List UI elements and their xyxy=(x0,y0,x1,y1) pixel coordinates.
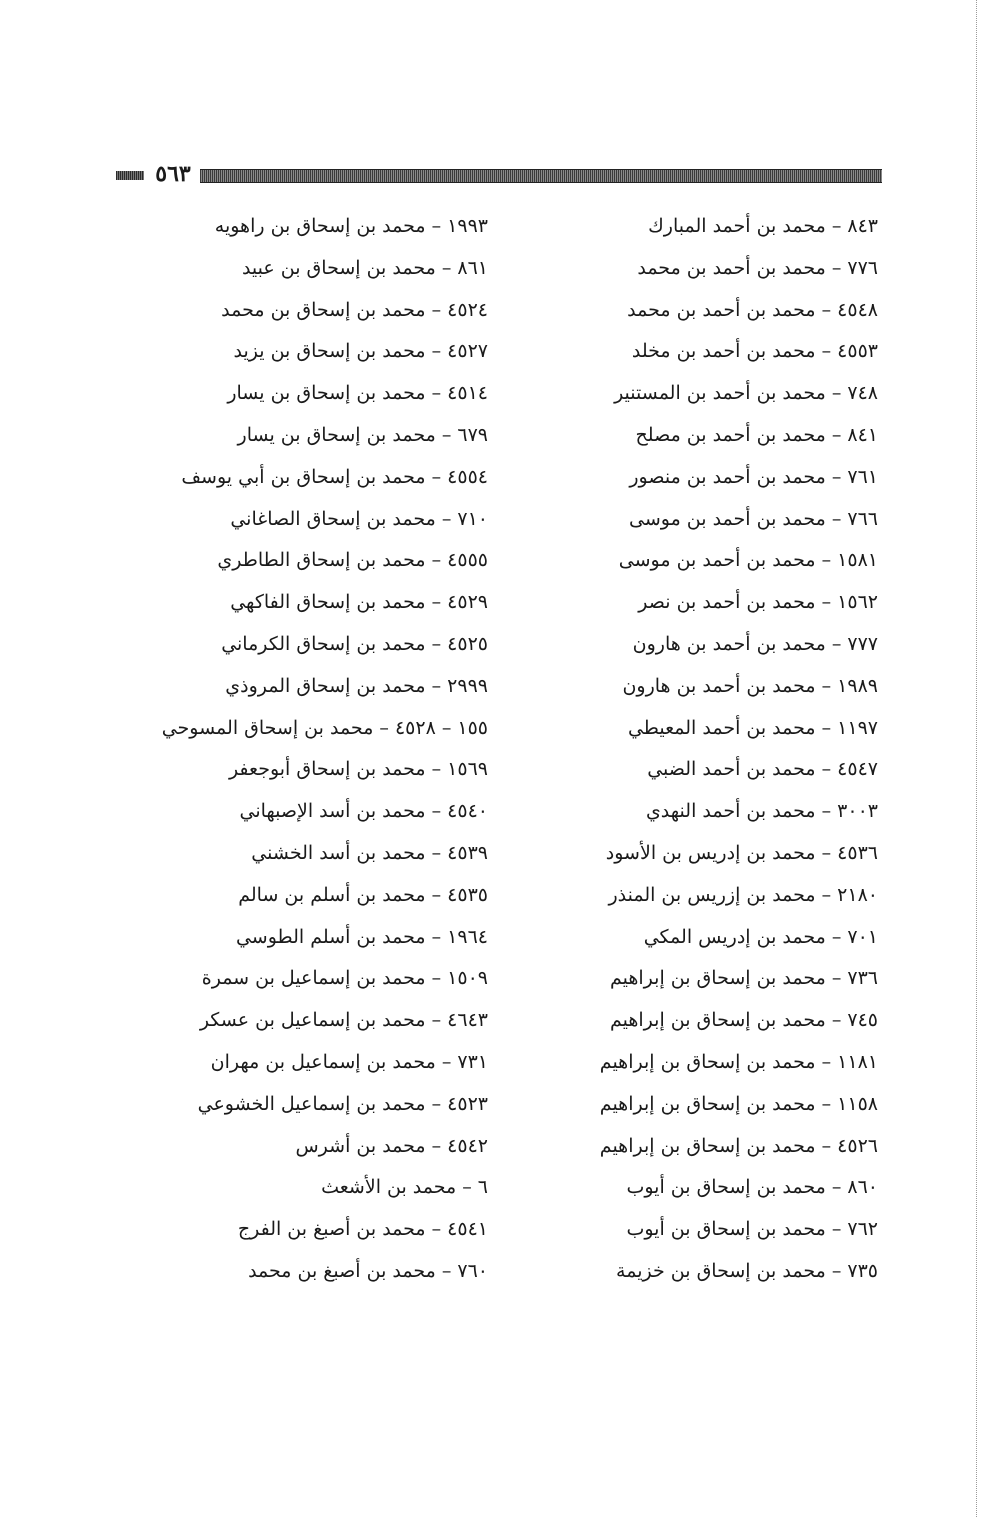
index-entry: ٤٥٥٤ – محمد بن إسحاق بن أبي يوسف xyxy=(181,465,488,488)
index-entry: ١١٥٨ – محمد بن إسحاق بن إبراهيم xyxy=(599,1092,878,1115)
index-entry: ١٥٥ – ٤٥٢٨ – محمد بن إسحاق المسوحي xyxy=(161,716,488,739)
index-entry: ١١٩٧ – محمد بن أحمد المعيطي xyxy=(627,716,878,739)
index-entry: ٧٦٠ – محمد بن أصبغ بن محمد xyxy=(248,1259,488,1282)
index-entry: ٧٦١ – محمد بن أحمد بن منصور xyxy=(629,465,878,488)
index-entry: ١٥٦٢ – محمد بن أحمد بن نصر xyxy=(638,591,878,614)
index-entry: ٧٣٦ – محمد بن إسحاق بن إبراهيم xyxy=(610,967,878,990)
index-entry: ٤٥٣٦ – محمد بن إدريس بن الأسود xyxy=(605,841,878,864)
index-entry: ١٩٩٣ – محمد بن إسحاق بن راهويه xyxy=(214,215,488,237)
index-entry: ٤٥٢٣ – محمد بن إسماعيل الخشوعي xyxy=(197,1092,488,1115)
index-entry: ٨٤٣ – محمد بن أحمد المبارك xyxy=(648,215,878,237)
page-number: ٥٦٣ xyxy=(155,161,191,187)
index-entry: ٤٥٤٧ – محمد بن أحمد الضبي xyxy=(647,758,878,781)
index-entry: ١١٨١ – محمد بن إسحاق بن إبراهيم xyxy=(599,1050,878,1073)
index-entry: ٤٥٢٥ – محمد بن إسحاق الكرماني xyxy=(221,632,488,655)
index-entry: ٦٧٩ – محمد بن إسحاق بن يسار xyxy=(237,423,488,446)
index-entry: ٤٥٤١ – محمد بن أصبغ بن الفرج xyxy=(237,1218,488,1241)
index-entry: ١٥٨١ – محمد بن أحمد بن موسى xyxy=(618,549,878,572)
index-entry: ٤٥٥٣ – محمد بن أحمد بن مخلد xyxy=(631,340,878,363)
index-entry: ٤٥٤٨ – محمد بن أحمد بن محمد xyxy=(627,298,878,321)
index-entry: ٤٥٢٩ – محمد بن إسحاق الفاكهي xyxy=(230,591,488,614)
index-entry: ٤٥٣٥ – محمد بن أسلم بن سالم xyxy=(238,883,488,906)
page-header xyxy=(116,161,882,187)
index-entry: ٨٦٠ – محمد بن إسحاق بن أيوب xyxy=(626,1176,878,1199)
index-entry: ٤٥٤٠ – محمد بن أسد الإصبهاني xyxy=(239,800,488,823)
index-entry: ٨٤١ – محمد بن أحمد بن مصلح xyxy=(635,423,878,446)
index-entry: ٧٧٦ – محمد بن أحمد بن محمد xyxy=(637,256,878,279)
page-edge-dotted-line xyxy=(976,0,979,1517)
index-entry: ٤٥٢٦ – محمد بن إسحاق بن إبراهيم xyxy=(599,1134,878,1157)
index-entry: ٧٦٦ – محمد بن أحمد بن موسى xyxy=(629,507,878,530)
index-entry: ٤٥٤٢ – محمد بن أشرس xyxy=(295,1134,488,1157)
index-entry: ١٥٦٩ – محمد بن إسحاق أبوجعفر xyxy=(228,758,488,781)
index-entry: ٢١٨٠ – محمد بن إزريس بن المنذر xyxy=(608,883,878,906)
index-entry: ٨٦١ – محمد بن إسحاق بن عبيد xyxy=(241,256,488,279)
header-ornament-left xyxy=(116,171,144,180)
index-entry: ٧٣١ – محمد بن إسماعيل بن مهران xyxy=(210,1050,488,1073)
index-entry: ٦ – محمد بن الأشعث xyxy=(321,1176,488,1199)
index-entry: ١٩٨٩ – محمد بن أحمد بن هارون xyxy=(622,674,878,697)
index-entry: ١٥٠٩ – محمد بن إسماعيل بن سمرة xyxy=(201,967,488,990)
index-entry: ٤٦٤٣ – محمد بن إسماعيل بن عسكر xyxy=(199,1009,488,1032)
index-entry: ٧٤٨ – محمد بن أحمد بن المستنير xyxy=(614,382,878,405)
index-entry: ٤٥٢٧ – محمد بن إسحاق بن يزيد xyxy=(233,340,488,363)
index-entry: ٧٤٥ – محمد بن إسحاق بن إبراهيم xyxy=(610,1009,878,1032)
index-entry: ٧٠١ – محمد بن إدريس المكي xyxy=(643,925,878,948)
index-entry: ٧١٠ – محمد بن إسحاق الصاغاني xyxy=(230,507,488,530)
index-entry: ٤٥٢٤ – محمد بن إسحاق بن محمد xyxy=(221,298,488,321)
index-entry: ٤٥٣٩ – محمد بن أسد الخشني xyxy=(251,841,488,864)
index-entry: ٣٠٠٣ – محمد بن أحمد النهدي xyxy=(645,800,878,823)
index-column-left xyxy=(128,206,488,1293)
header-ornament-rule xyxy=(200,169,882,183)
index-entry: ٤٥٥٥ – محمد بن إسحاق الطاطري xyxy=(217,549,488,572)
index-entry: ٧٣٥ – محمد بن إسحاق بن خزيمة xyxy=(616,1259,878,1282)
index-entry: ٤٥١٤ – محمد بن إسحاق بن يسار xyxy=(227,382,488,405)
index-column-right xyxy=(548,206,878,1293)
index-entry: ٢٩٩٩ – محمد بن إسحاق المروذي xyxy=(225,674,488,697)
index-entry: ٧٧٧ – محمد بن أحمد بن هارون xyxy=(632,632,878,655)
index-entry: ١٩٦٤ – محمد بن أسلم الطوسي xyxy=(235,925,488,948)
index-entry: ٧٦٢ – محمد بن إسحاق بن أيوب xyxy=(626,1218,878,1241)
